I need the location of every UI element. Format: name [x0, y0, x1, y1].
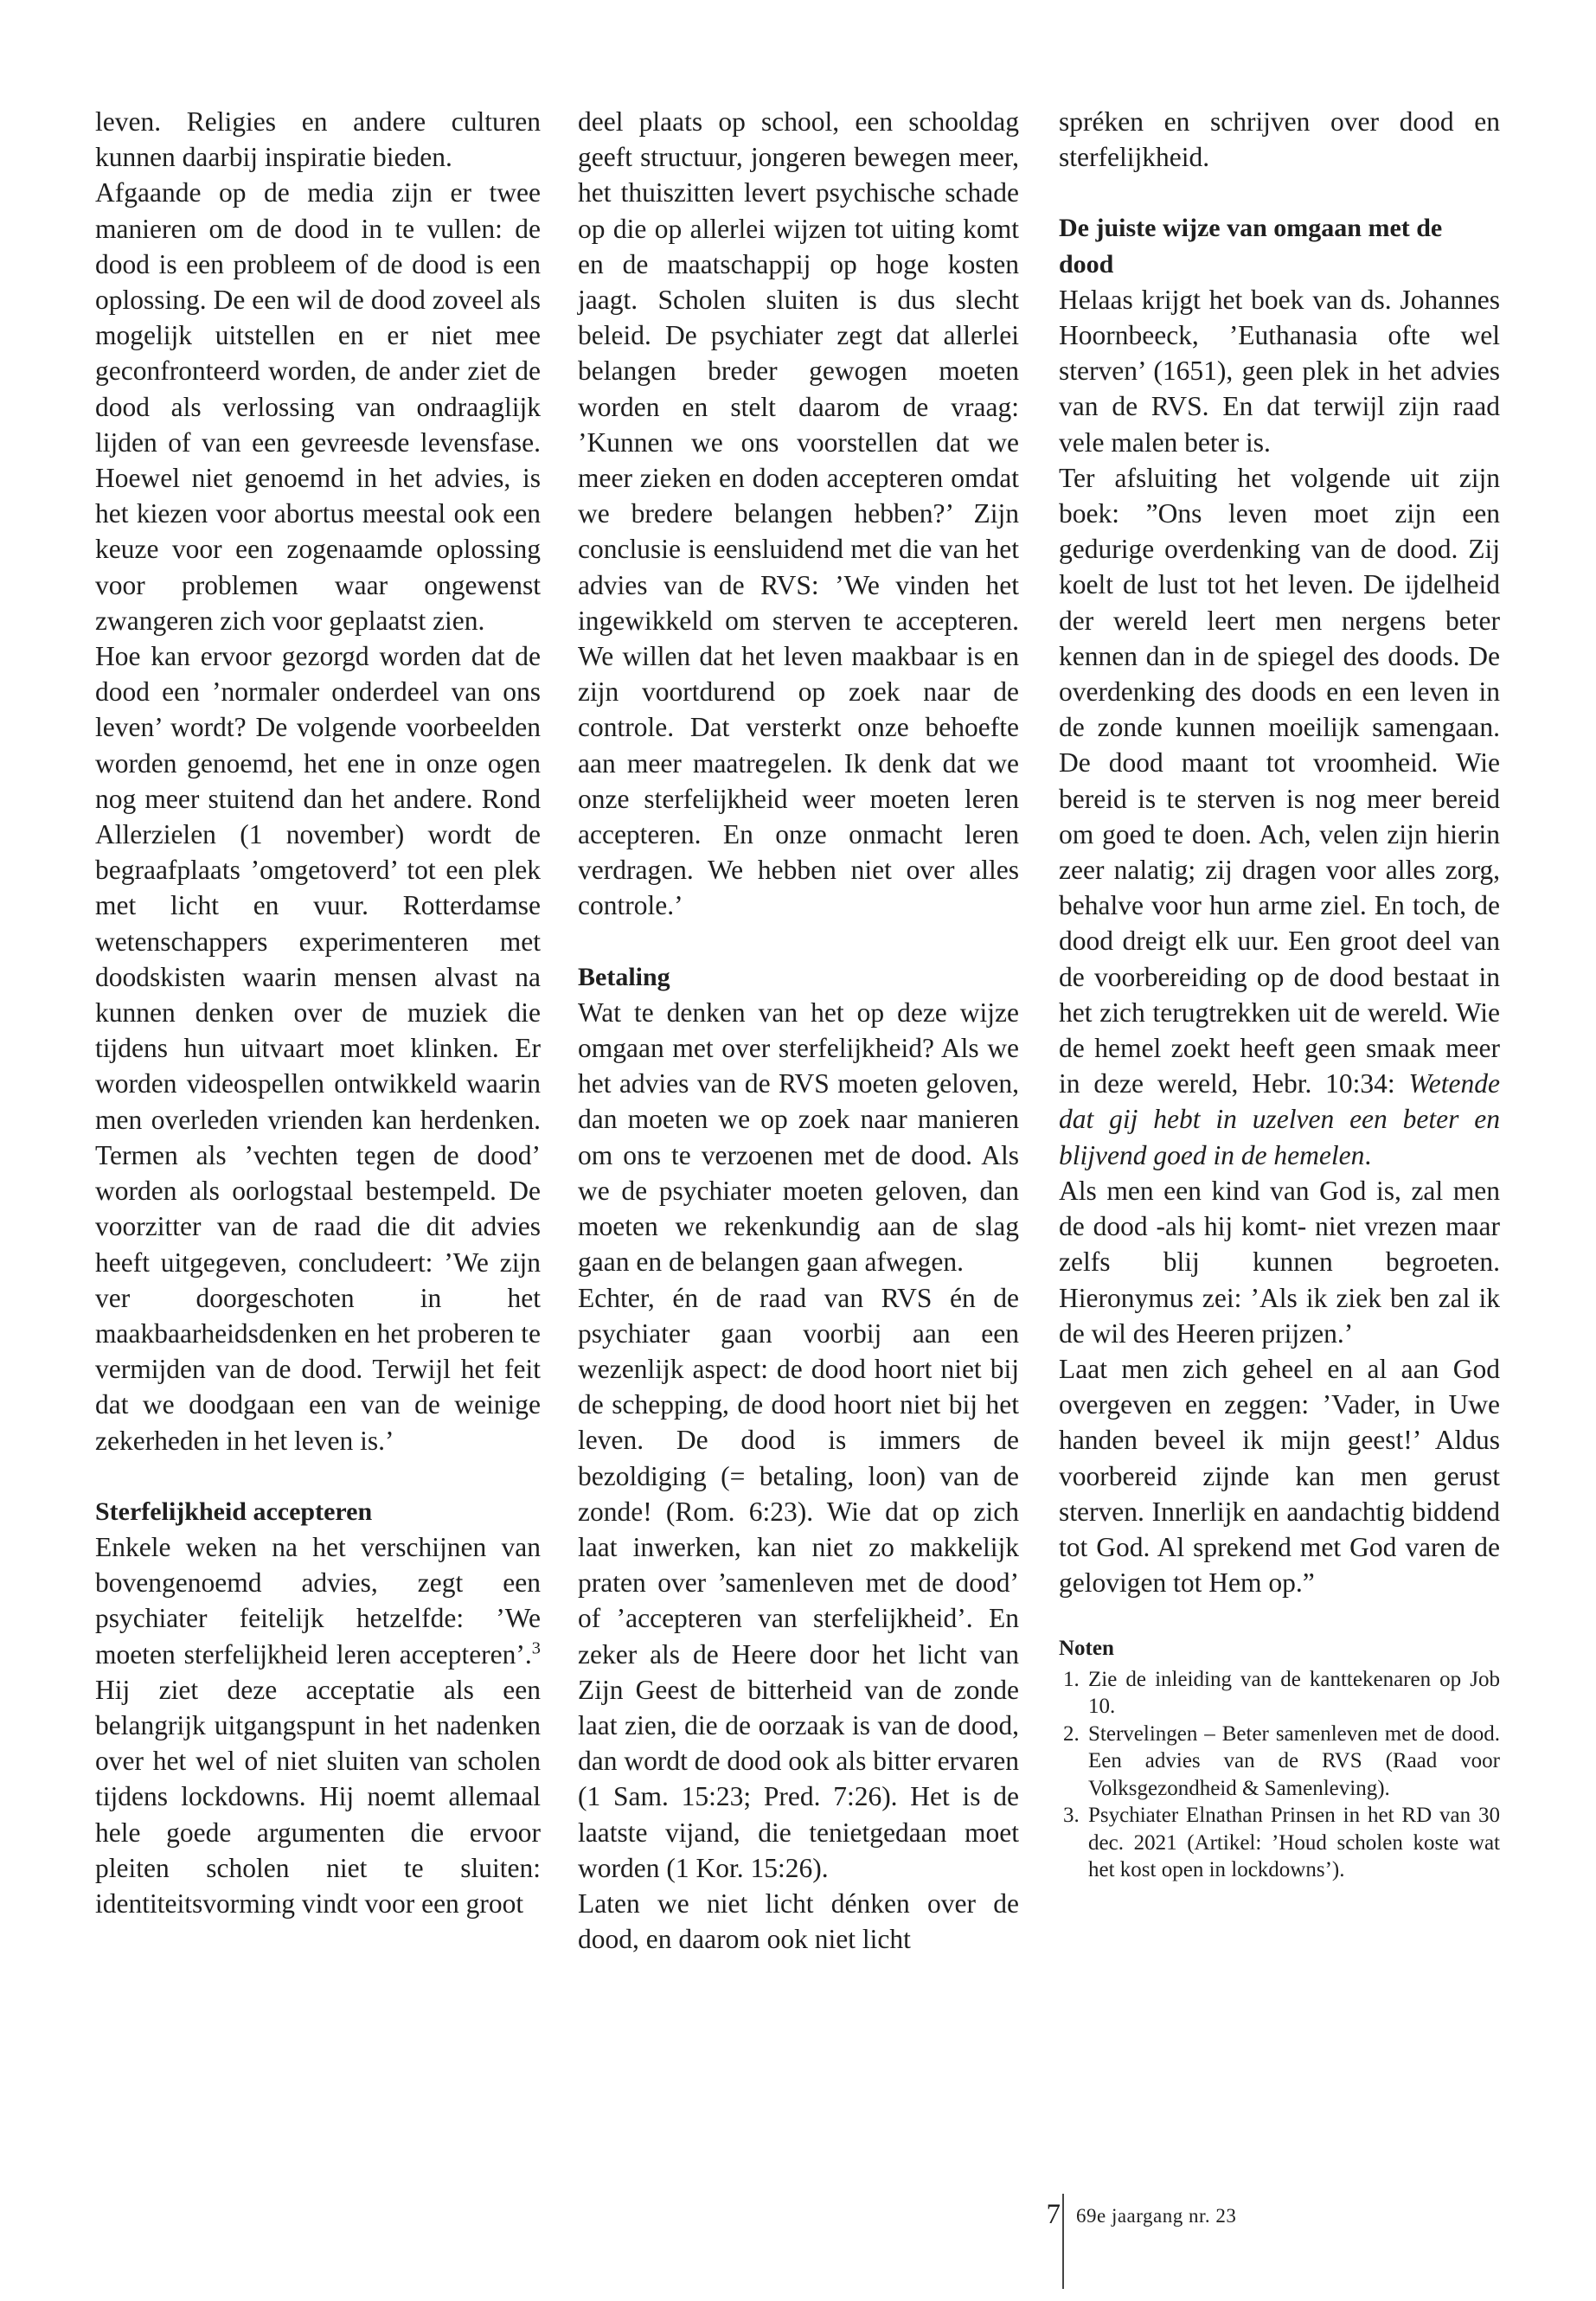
section-heading-betaling: Betaling: [578, 962, 670, 991]
footnotes: [1059, 1635, 1500, 1884]
bible-quote: Wetende dat gij hebt in uzelven een beter en blijvend goed in de hemelen: [1059, 1068, 1500, 1170]
paragraph: Als men een kind van God is, zal men de dood -als hij komt- niet vrezen maar zelfs blij kunnen begroeten. Hieronymus zei: ’Als ik ziek ben zal ik de wil des Heeren prijzen.’: [1059, 1175, 1500, 1349]
paragraph: spréken en schrĳven over dood en sterfelijkheid.: [1059, 106, 1500, 173]
paragraph: Hoe kan ervoor gezorgd worden dat de dood een ’normaler onderdeel van ons leven’ wordt? De volgende voorbeelden worden genoemd, het ene in onze ogen nog meer stuitend dan het andere. Rond Allerzielen (1 november) wordt de begraafplaats ’omgetoverd’ tot een plek met licht en vuur. Rotterdamse wetenschappers experimenteren met doodskisten waarin mensen alvast na kunnen denken over de muziek die tijdens hun uitvaart moet klinken. Er worden videospellen ontwikkeld waarin men overleden vrienden kan herdenken. Termen als ’vechten tegen de dood’ worden als oorlogstaal bestempeld. De voorzitter van de raad die dit advies heeft uitgegeven, concludeert: ’We zijn ver doorgeschoten in het maakbaarheidsdenken en het proberen te vermijden van de dood. Terwijl het feit dat we doodgaan een van de weinige zekerheden in het leven is.’: [95, 641, 541, 1456]
paragraph: [95, 1529, 541, 1921]
section-heading-sterfelijkheid: Sterfelijkheid accepteren: [95, 1497, 373, 1526]
paragraph: Wat te denken van het op deze wijze omgaan met over sterfelijkheid? Als we het advies van de RVS moeten geloven, dan moeten we op zoek naar manieren om ons te verzoenen met de dood. Als we de psychiater moeten geloven, dan moeten we rekenkundig aan de slag gaan en de belangen gaan afwegen.: [578, 997, 1019, 1278]
footnote-ref: 3: [531, 1638, 541, 1658]
paragraph: Laten we niet licht dénken over de dood, en daarom ook niet licht: [578, 1888, 1019, 1955]
paragraph-text: .: [1364, 1139, 1372, 1170]
volume-info: 69e jaargang nr. 23: [1076, 2205, 1237, 2227]
paragraph: Echter, én de raad van RVS én de psychiater gaan voorbij aan een wezenlijk aspect: de dood hoort niet bij de schepping, de dood hoort niet bij het leven. De dood is immers de bezoldiging (= betaling, loon) van de zonde! (Rom. 6:23). Wie dat op zich laat inwerken, kan niet zo makkelijk praten over ’samenleven met de dood’ of ’accepteren van sterfelijkheid’. En zeker als de Heere door het licht van Zijn Geest de bitterheid van de zonde laat zien, die de oorzaak is van de dood, dan wordt de dood ook als bitter ervaren (1 Sam. 15:23; Pred. 7:26). Het is de laatste vijand, die tenietgedaan moet worden (1 Kor. 15:26).: [578, 1282, 1019, 1883]
footnotes-heading: Noten: [1059, 1637, 1114, 1661]
column-1: [95, 104, 541, 1921]
footnotes-list: [1059, 1666, 1500, 1884]
paragraph: Afgaande op de media zijn er twee manieren om de dood in te vullen: de dood is een probleem of de dood is een oplossing. De een wil de dood zoveel als mogelijk uitstellen en er niet mee geconfronteerd worden, de ander ziet de dood als verlossing van ondraaglijk lijden of van een gevreesde levensfase. Hoewel niet genoemd in het advies, is het kiezen voor abortus meestal ook een keuze voor een zogenaamde oplossing voor problemen waar ongewenst zwangeren zich voor geplaatst zien.: [95, 177, 541, 636]
section-heading-juiste-wijze: De juiste wijze van omgaan met de dood: [1059, 214, 1443, 279]
paragraph: Laat men zich geheel en al aan God overgeven en zeggen: ’Vader, in Uwe handen beveel ik mijn geest!’ Aldus voorbereid zijnde kan men gerust sterven. Innerlijk en aandachtig biddend tot God. Al sprekend met God varen de gelovigen tot Hem op.”: [1059, 1353, 1500, 1599]
footer-divider: [1062, 2194, 1064, 2289]
footnote-item: 1. Zie de inleiding van de kanttekenaren op Job 10.: [1085, 1666, 1500, 1721]
page-number: 7: [1046, 2199, 1061, 2230]
paragraph: [1059, 460, 1500, 1173]
paragraph-text: Ter afsluiting het volgende uit zijn boek: ”Ons leven moet zijn een gedurige overdenking van de dood. Zij koelt de lust tot het leven. De ijdelheid der wereld leert men nergens beter kennen dan in de spiegel des doods. De overdenking des doods en een leven in de zonde kunnen moeilijk samengaan. De dood maant tot vroomheid. Wie bereid is te sterven is nog meer bereid om goed te doen. Ach, velen zijn hierin zeer nalatig; zij dragen voor alles zorg, behalve voor hun arme ziel. En toch, de dood dreigt elk uur. Een groot deel van de voorbereiding op de dood bestaat in het zich terugtrekken uit de wereld. Wie de hemel zoekt heeft geen smaak meer in deze wereld, Hebr. 10:34:: [1059, 462, 1500, 1099]
footnote-item: 3. Psychiater Elnathan Prinsen in het RD van 30 dec. 2021 (Artikel: ’Houd scholen koste wat het kost open in lockdowns’).: [1085, 1802, 1500, 1884]
column-3: [1059, 104, 1500, 1884]
paragraph: leven. Religies en andere culturen kunnen daarbij inspiratie bieden.: [95, 106, 541, 173]
paragraph-text: Hij ziet deze acceptatie als een belangrijk uitgangspunt in het nadenken over het wel of niet sluiten van scholen tijdens lockdowns. Hij noemt allemaal hele goede argumenten die ervoor pleiten scholen niet te sluiten: identiteitsvorming vindt voor een groot: [95, 1674, 541, 1919]
paragraph-text: Enkele weken na het verschijnen van bovengenoemd advies, zegt een psychiater feitelijk hetzelfde: ’We moeten sterfelijkheid leren accepteren’.: [95, 1531, 541, 1670]
paragraph: deel plaats op school, een schooldag geeft structuur, jongeren bewegen meer, het thuiszitten levert psychische schade op die op allerlei wijzen tot uiting komt en de maatschappij op hoge kosten jaagt. Scholen sluiten is dus slecht beleid. De psychiater zegt dat allerlei belangen breder gewogen moeten worden en stelt daarom de vraag: ’Kunnen we ons voorstellen dat we meer zieken en doden accepteren omdat we bredere belangen hebben?’ Zijn conclusie is eensluidend met die van het advies van de RVS: ’We vinden het ingewikkeld om sterven te accepteren. We willen dat het leven maakbaar is en zijn voortdurend op zoek naar de controle. Dat versterkt onze behoefte aan meer maatregelen. Ik denk dat we onze sterfelijkheid weer moeten leren accepteren. En onze onmacht leren verdragen. We hebben niet over alles controle.’: [578, 106, 1019, 921]
footnote-item: 2. Stervelingen – Beter samenleven met de dood. Een advies van de RVS (Raad voor Volksgezondheid & Samenleving).: [1085, 1721, 1500, 1803]
column-2: [578, 104, 1019, 1957]
paragraph: Helaas krijgt het boek van ds. Johannes Hoornbeeck, ’Euthanasia ofte wel sterven’ (1651), geen plek in het advies van de RVS. En dat terwijl zijn raad vele malen beter is.: [1059, 284, 1500, 458]
